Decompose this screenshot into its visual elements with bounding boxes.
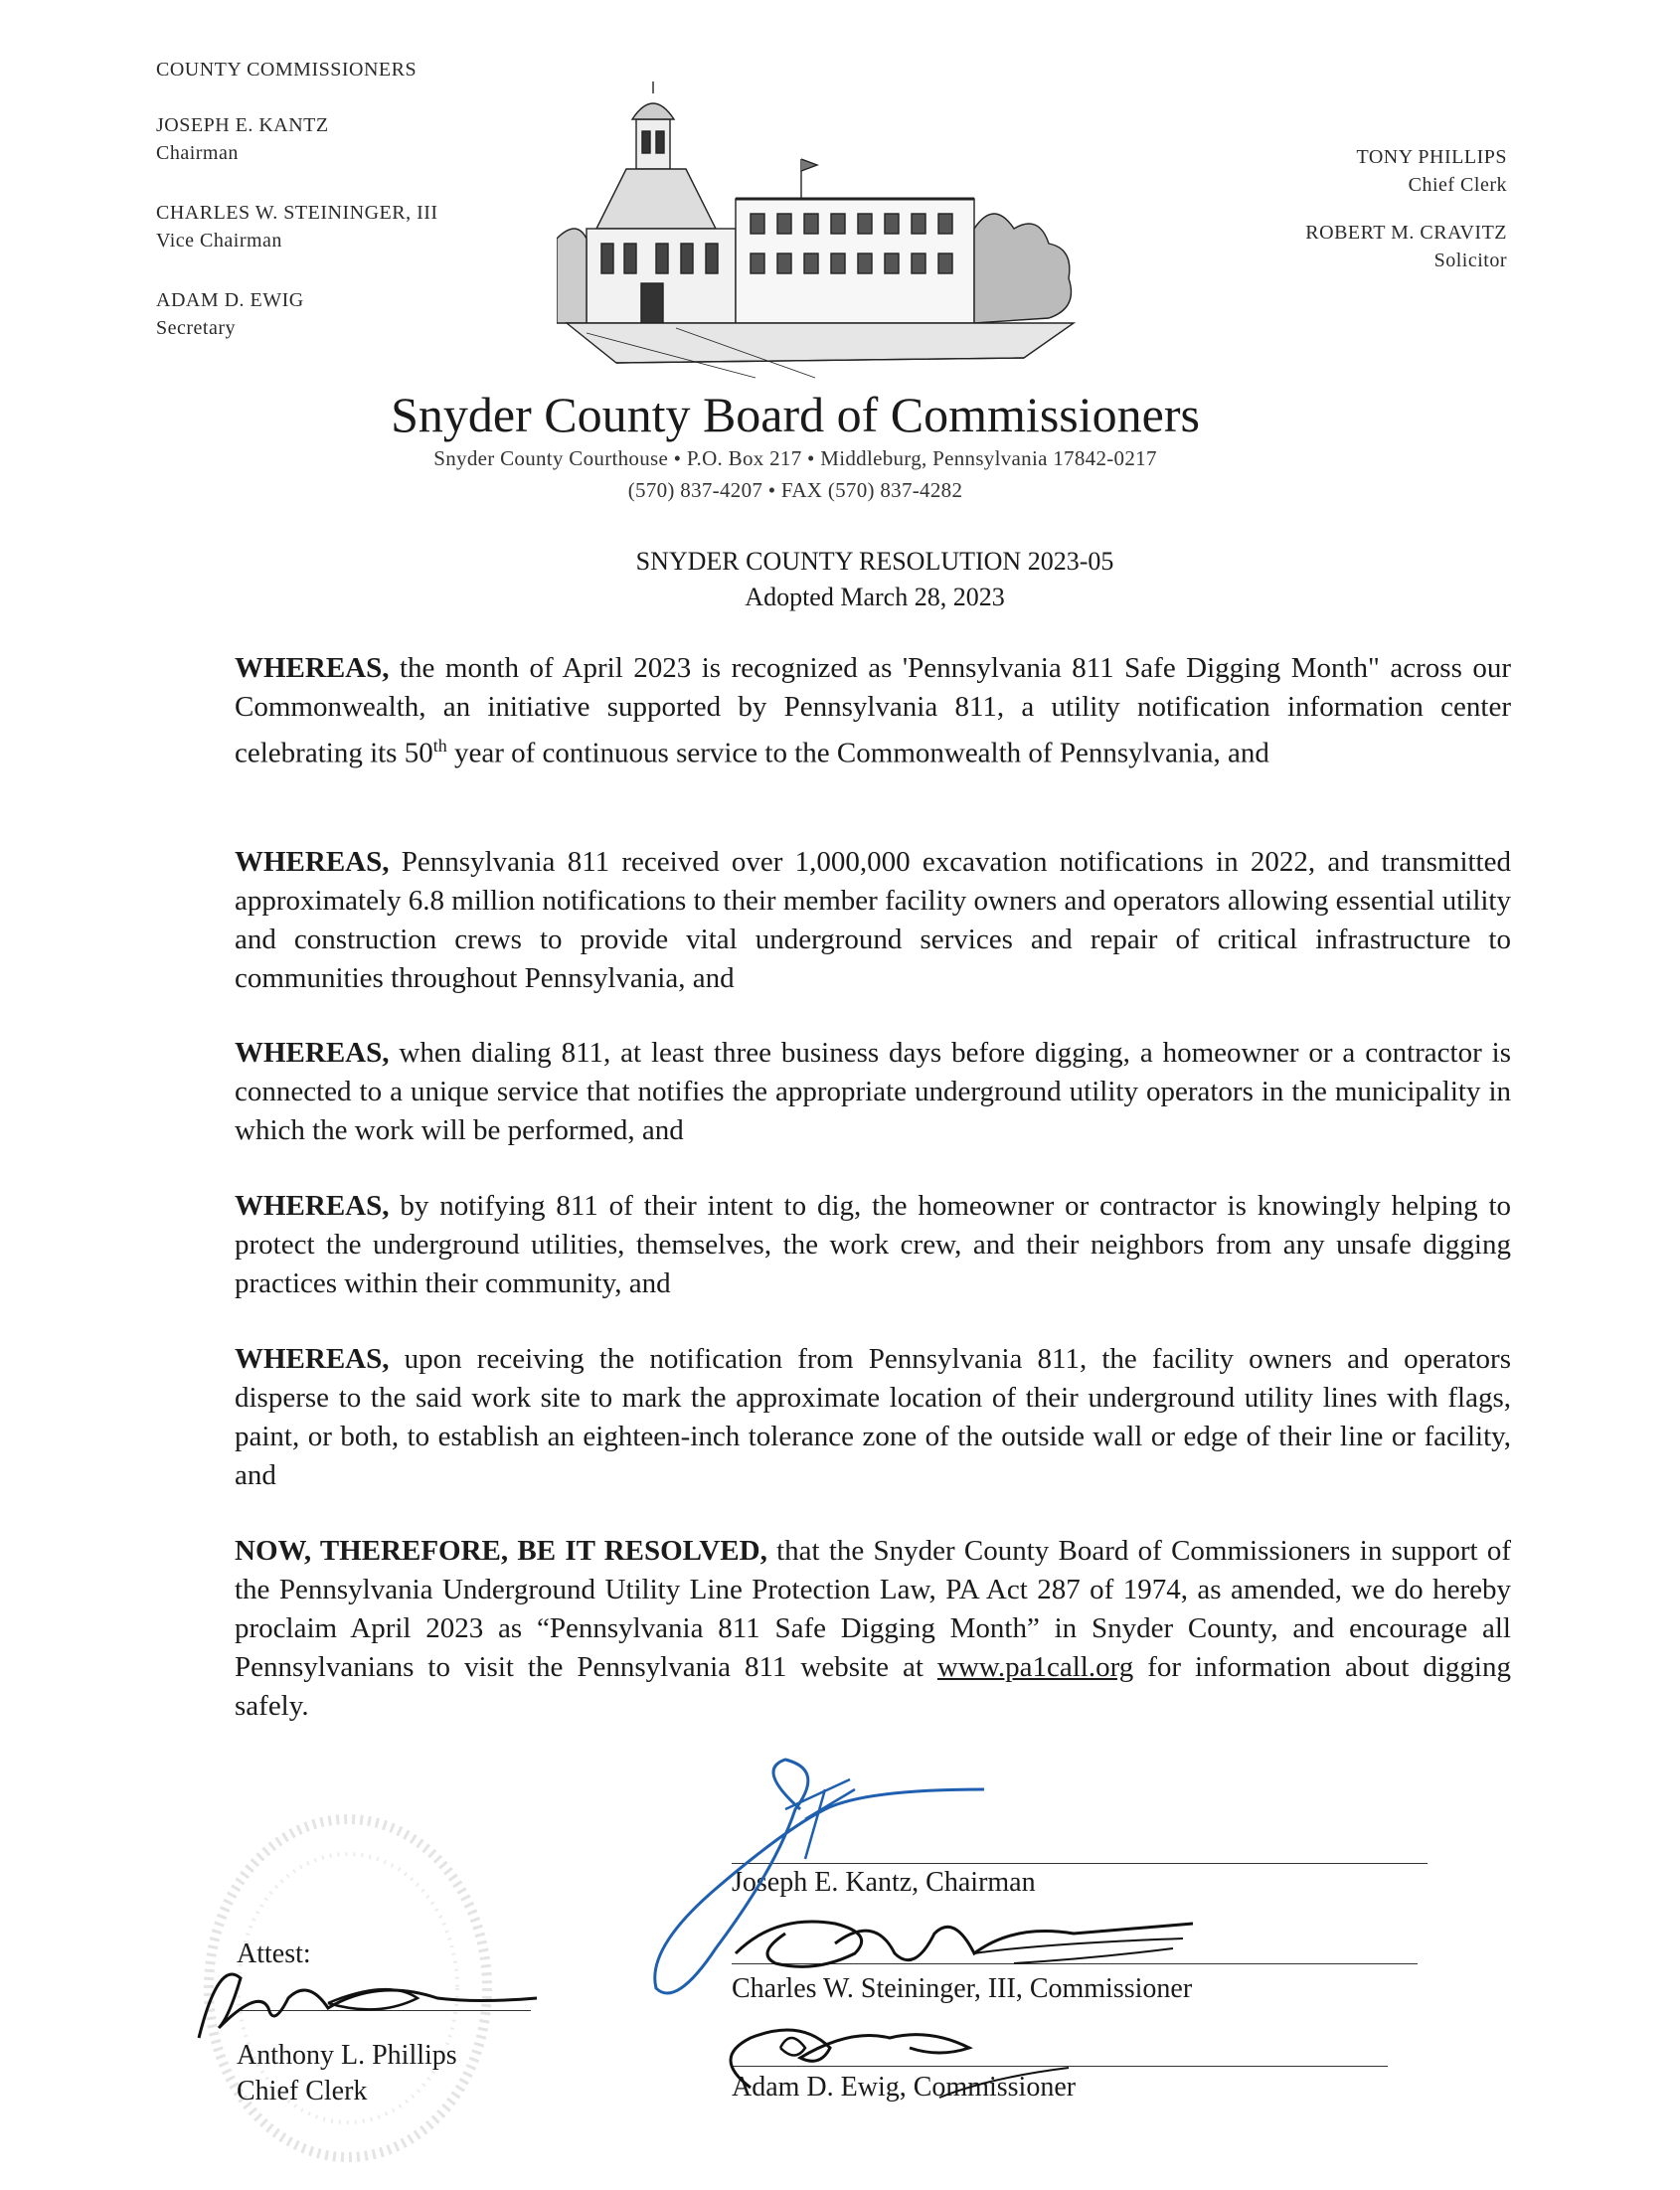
phone-line: (570) 837-4207 • FAX (570) 837-4282 [627, 478, 963, 502]
signer-chairman: Joseph E. Kantz, Chairman [732, 1867, 1036, 1898]
resolved-paragraph [235, 1532, 1511, 1726]
commissioner-name: JOSEPH E. KANTZ [156, 114, 329, 136]
attest-label: Attest: [237, 1938, 311, 1969]
attest-signature [179, 1948, 557, 2058]
staff-name: TONY PHILLIPS [1356, 146, 1507, 168]
secretary-signature [711, 1998, 1128, 2117]
commissioner-title: Chairman [156, 142, 239, 164]
commissioner-title: Vice Chairman [156, 230, 282, 252]
county-commissioners-heading: COUNTY COMMISSIONERS [156, 59, 418, 81]
paragraph-text: the month of April 2023 is recognized as 'Pennsylvania 811 Safe Digging Month" across our Commonwealth, an initiative supported by Pennsylvania 811, a utility notification information center celebrating its 50 [235, 652, 1511, 769]
board-title: Snyder County Board of Commissioners [391, 387, 1200, 442]
courthouse-illustration [557, 80, 1093, 383]
commissioner-title: Secretary [156, 317, 237, 339]
paragraph-text: when dialing 811, at least three business days before digging, a homeowner or a contractor is connected to a unique service that notifies the appropriate underground utility operators in the municipality in which the work will be performed, and [235, 1037, 1511, 1146]
staff-name: ROBERT M. CRAVITZ [1305, 222, 1507, 244]
paragraph-text: Pennsylvania 811 received over 1,000,000 excavation notifications in 2022, and transmitted approximately 6.8 million notifications to their member facility owners and operators allowing essential utility and construction crews to provide vital underground services and repair of critical infrastructure to communities throughout Pennsylvania, and [235, 846, 1511, 994]
paragraph-text: year of continuous service to the Commonwealth of Pennsylvania, and [446, 737, 1269, 769]
paragraph-lead: WHEREAS, [235, 1037, 390, 1069]
commissioner-chairman [156, 111, 329, 167]
whereas-paragraph-5 [235, 1340, 1511, 1495]
paragraph-text: for information about digging safely. [235, 1651, 1511, 1722]
signer-vice-chairman: Charles W. Steininger, III, Commissioner [732, 1973, 1193, 2004]
commissioner-vice-chairman [156, 199, 438, 254]
paragraph-text: by notifying 811 of their intent to dig, the homeowner or contractor is knowingly helping to protect the underground utilities, themselves, the work crew, and their neighbors from any unsafe digging practices within their community, and [235, 1190, 1511, 1299]
staff-title: Solicitor [1433, 250, 1507, 271]
whereas-paragraph-4 [235, 1187, 1511, 1303]
address-line: Snyder County Courthouse • P.O. Box 217 • Middleburg, Pennsylvania 17842-0217 [433, 446, 1157, 470]
paragraph-lead: NOW, THEREFORE, BE IT RESOLVED, [235, 1535, 767, 1567]
paragraph-lead: WHEREAS, [235, 846, 390, 878]
commissioner-name: ADAM D. EWIG [156, 289, 304, 311]
paragraph-text: upon receiving the notification from Pennsylvania 811, the facility owners and operators disperse to the said work site to mark the approximate location of their underground utility lines with flags, paint, or both, to establish an eighteen-inch tolerance zone of the outside wall or edge of their line or facility, and [235, 1343, 1511, 1491]
attest-name: Anthony L. Phillips [237, 2040, 457, 2071]
whereas-paragraph-3 [235, 1034, 1511, 1150]
staff-title: Chief Clerk [1408, 174, 1507, 196]
whereas-paragraph-1 [235, 649, 1511, 773]
superscript: th [432, 736, 447, 756]
paragraph-lead: WHEREAS, [235, 1343, 390, 1375]
paragraph-text: that the Snyder County Board of Commissioners in support of the Pennsylvania Underground Utility Line Protection Law, PA Act 287 of 1974, as amended, we do hereby proclaim April 2023 as “Pennsylvania 811 Safe Digging Month” in Snyder County, and encourage all Pennsylvanians to visit the Pennsylvania 811 website at [235, 1535, 1511, 1683]
commissioner-secretary [156, 286, 304, 342]
vice-chairman-signature [716, 1894, 1233, 2003]
attest-title: Chief Clerk [237, 2076, 368, 2106]
staff-solicitor [1305, 219, 1507, 274]
paragraph-lead: WHEREAS, [235, 1190, 390, 1222]
commissioner-name: CHARLES W. STEININGER, III [156, 202, 438, 224]
resolution-adopted-date: Adopted March 28, 2023 [745, 583, 1005, 611]
paragraph-lead: WHEREAS, [235, 652, 390, 684]
website-link[interactable]: www.pa1call.org [936, 1651, 1134, 1683]
staff-chief-clerk [1356, 143, 1507, 199]
signer-secretary: Adam D. Ewig, Commissioner [732, 2072, 1077, 2103]
resolution-title: SNYDER COUNTY RESOLUTION 2023-05 [635, 547, 1114, 576]
whereas-paragraph-2 [235, 843, 1511, 998]
